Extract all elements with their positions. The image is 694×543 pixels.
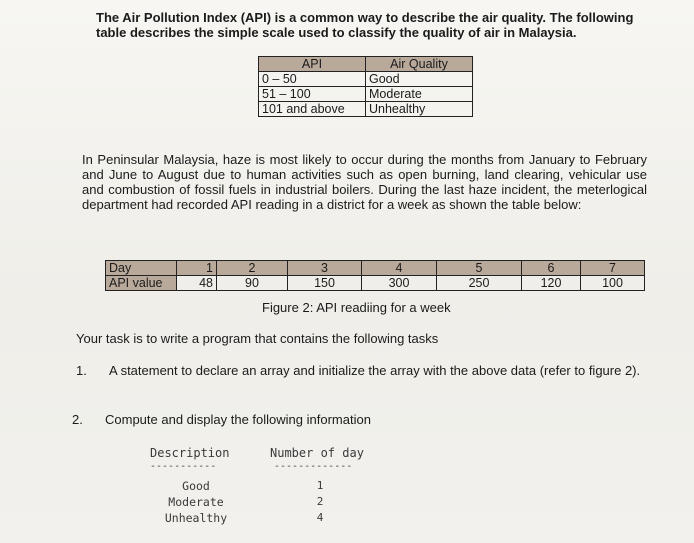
day-cell: 4 (362, 261, 437, 276)
api-value-cell: 150 (288, 276, 362, 291)
api-value-row (106, 276, 645, 291)
api-value-cell: 300 (362, 276, 437, 291)
table-row (259, 102, 473, 117)
api-range-cell: 0 – 50 (259, 72, 366, 87)
day-cell: 1 (177, 261, 217, 276)
api-value-cell: 120 (522, 276, 581, 291)
air-quality-cell: Good (366, 72, 473, 87)
number-of-day-header: Number of day (270, 446, 364, 460)
description-header: Description (150, 446, 230, 460)
api-value-cell: 48 (177, 276, 217, 291)
output-desc-moderate: Moderate (168, 495, 224, 509)
list-item-text: Compute and display the following information (105, 412, 371, 427)
api-range-cell: 51 – 100 (259, 87, 366, 102)
day-label-cell: Day (106, 261, 177, 276)
api-scale-table (258, 56, 473, 117)
haze-paragraph: In Peninsular Malaysia, haze is most likely to occur during the months from January to February and June to August due to human activities such as open burning, land clearing, vehicular use and combustion of fossil fuels in industrial boilers. During the last haze incident, the meterlogical department had recorded API reading in a district for a week as shown the table below: (82, 152, 647, 212)
api-header-cell: API (259, 57, 366, 72)
api-value-cell: 100 (581, 276, 645, 291)
api-value-cell: 250 (437, 276, 522, 291)
day-cell: 2 (217, 261, 288, 276)
list-item-number: 2. (72, 412, 83, 427)
api-table-header-row (259, 57, 473, 72)
day-cell: 5 (437, 261, 522, 276)
api-week-table (105, 260, 645, 291)
output-count-good: 1 (316, 479, 324, 492)
output-desc-good: Good (182, 479, 210, 493)
day-row (106, 261, 645, 276)
api-range-cell: 101 and above (259, 102, 366, 117)
task-intro: Your task is to write a program that contains the following tasks (76, 331, 439, 346)
intro-text: The Air Pollution Index (API) is a common way to describe the air quality. The following table describes the simple scale used to classify the quality of air in Malaysia. (96, 10, 634, 40)
air-quality-cell: Moderate (366, 87, 473, 102)
output-desc-unhealthy: Unhealthy (164, 511, 228, 525)
table-row (259, 87, 473, 102)
day-cell: 3 (288, 261, 362, 276)
number-of-day-rule: ------------- (274, 461, 353, 472)
air-quality-cell: Unhealthy (366, 102, 473, 117)
figure-caption: Figure 2: API readiing for a week (262, 300, 451, 315)
api-value-label-cell: API value (106, 276, 177, 291)
api-value-cell: 90 (217, 276, 288, 291)
day-cell: 7 (581, 261, 645, 276)
day-cell: 6 (522, 261, 581, 276)
output-count-moderate: 2 (316, 495, 324, 508)
list-item-number: 1. (76, 363, 87, 378)
air-quality-header-cell: Air Quality (366, 57, 473, 72)
list-item-text: A statement to declare an array and initialize the array with the above data (refer to figure 2). (109, 363, 641, 378)
table-row (259, 72, 473, 87)
description-rule: ----------- (150, 461, 217, 472)
output-count-unhealthy: 4 (316, 511, 324, 524)
